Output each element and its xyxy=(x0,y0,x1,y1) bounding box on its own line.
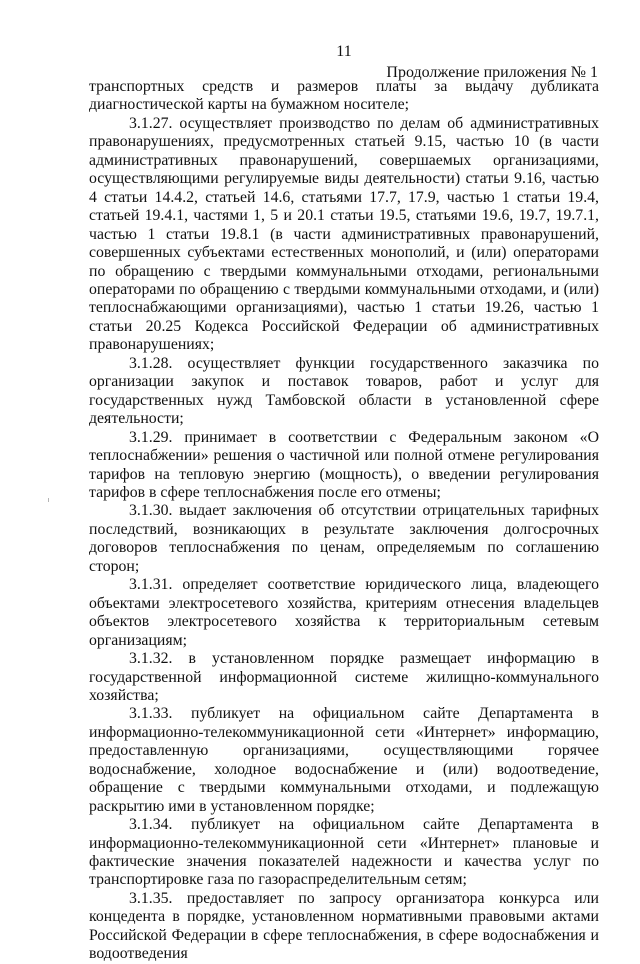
paragraph-3-1-29: 3.1.29. принимает в соответствии с Федеральным законом «О теплоснабжении» решения о частичной или полной отмене регулирования тарифов на тепловую энергию (мощность), о введении регулирования тарифов в сфере теплоснабжения после его отмены; xyxy=(89,428,599,501)
paragraph-3-1-35: 3.1.35. предоставляет по запросу организатора конкурса или концедента в порядке, установленном нормативными правовыми актами Российской Федерации в сфере теплоснабжения, в сфере водоснабжения и водоотведения xyxy=(89,889,599,963)
paragraph-3-1-30: 3.1.30. выдает заключения об отсутствии отрицательных тарифных последствий, возникающих в результате заключения долгосрочных договоров теплоснабжения по ценам, определяемым по соглашению сторон; xyxy=(89,502,599,575)
paragraph-3-1-34: 3.1.34. публикует на официальном сайте Департамента в информационно-телекоммуникационной сети «Интернет» плановые и фактические значения показателей надежности и качества услуг по транспортировке газа по газораспределительным сетям; xyxy=(89,816,599,889)
paragraph-3-1-33: 3.1.33. публикует на официальном сайте Департамента в информационно-телекоммуникационной сети «Интернет» информацию, предоставленную организациями, осуществляющими горячее водоснабжение, холодное водоснабжение и (или) водоотведение, обращение с твердыми коммунальными отходами, и подлежащую раскрытию ими в установленном порядке; xyxy=(89,705,599,815)
document-body xyxy=(89,78,599,964)
paragraph-3-1-32: 3.1.32. в установленном порядке размещает информацию в государственной информационной системе жилищно-коммунального хозяйства; xyxy=(89,650,599,704)
paragraph-continuation: транспортных средств и размеров платы за выдачу дубликата диагностической карты на бумажном носителе; xyxy=(89,78,599,114)
paragraph-3-1-28: 3.1.28. осуществляет функции государственного заказчика по организации закупок и поставок товаров, работ и услуг для государственных нужд Тамбовской области в установленной сфере деятельности; xyxy=(89,354,599,428)
appendix-continuation-label: Продолжение приложения № 1 xyxy=(386,64,598,81)
scan-margin-mark xyxy=(48,498,49,502)
paragraph-3-1-27: 3.1.27. осуществляет производство по делам об административных правонарушениях, предусмотренных статьей 9.15, частью 10 (в части административных правонарушений, совершаемых организациями, осуществляющими регулируемые виды деятельности) статьи 9.16, частью 4 статьи 14.4.2, статьей 14.6, статьями 17.7, 17.9, частью 1 статьи 19.4, статьей 19.4.1, частями 1, 5 и 20.1 статьи 19.5, статьями 19.6, 19.7, 19.7.1, частью 1 статьи 19.8.1 (в части административных правонарушений, совершенных субъектами естественных монополий, и (или) операторами по обращению с твердыми коммунальными отходами, региональными операторами по обращению с твердыми коммунальными отходами, и (или) теплоснабжающими организациями), частью 1 статьи 19.26, частью 1 статьи 20.25 Кодекса Российской Федерации об административных правонарушениях; xyxy=(89,114,599,354)
page-number: 11 xyxy=(336,43,352,60)
paragraph-3-1-31: 3.1.31. определяет соответствие юридического лица, владеющего объектами электросетевого хозяйства, критериям отнесения владельцев объектов электросетевого хозяйства к территориальным сетевым организациям; xyxy=(89,576,599,649)
